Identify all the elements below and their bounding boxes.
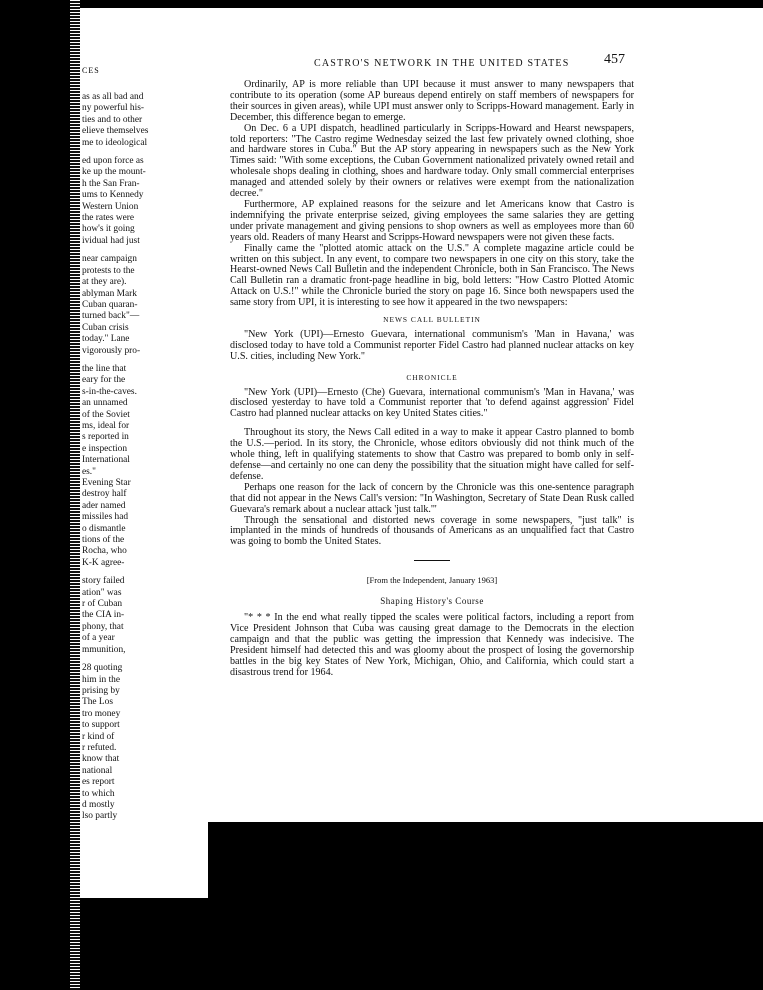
left-text-line: elieve themselves <box>82 126 149 137</box>
left-text-line: s-in-the-caves. <box>82 386 137 397</box>
line-gap <box>82 569 206 576</box>
left-text-line: the CIA in- <box>82 610 125 621</box>
left-text-line: es report <box>82 777 115 788</box>
left-text-line: Evening Star <box>82 478 131 488</box>
line-gap <box>82 149 206 156</box>
left-text-line: how's it going <box>82 224 135 235</box>
left-text-line: ke up the mount- <box>82 167 146 178</box>
left-text-line: ablyman Mark <box>82 288 137 299</box>
source-line: [From the Independent, January 1963] <box>366 575 498 586</box>
left-text-line: destroy half <box>82 489 127 500</box>
left-text-line: r of Cuban <box>82 599 123 610</box>
left-text-line: to which <box>82 788 115 799</box>
left-text-line: o dismantle <box>82 523 126 534</box>
left-text-line: turned back"— <box>82 311 140 322</box>
left-text-line: to support <box>82 720 120 731</box>
paragraph: Perhaps one reason for the lack of concern by the Chronicle was this one-sentence paragraph that did not appear in the News Call's version: "In Washington, Secretary of State Dean Rusk called Guevara's remark about a nuclear attack 'just talk.'" <box>230 481 634 515</box>
left-text-line: prising by <box>82 685 120 696</box>
left-text-line: K-K agree- <box>82 557 125 568</box>
left-text-line: ation" was <box>82 587 122 598</box>
right-page <box>204 8 699 822</box>
left-text-line: national <box>82 765 113 776</box>
subhead-news-call-bulletin: NEWS CALL BULLETIN <box>383 315 481 325</box>
left-text-line: ividual had just <box>82 235 140 246</box>
left-text-line: ny powerful his- <box>82 103 144 114</box>
line-gap <box>82 357 206 364</box>
left-text-line: missiles had <box>82 512 129 523</box>
paragraph: Through the sensational and distorted news coverage in some newspapers, "just talk" is implanted in the minds of hundreds of thousands of Americans as an unqualified fact that Castro was going to bomb the United States. <box>230 514 634 548</box>
line-gap <box>82 247 206 254</box>
left-text-line: ader named <box>82 500 126 511</box>
left-text-line: Rocha, who <box>82 546 127 557</box>
left-text-line: near campaign <box>82 254 137 265</box>
paragraph: On Dec. 6 a UPI dispatch, headlined particularly in Scripps-Howard and Hearst newspapers, told reporters: "The Castro regime Wednesday seized the last few privately owned clothing, shoe and hardware stores in Cuba." But the AP story appearing in newspapers such as the New York Times said: "With some exceptions, the Cuban Government nationalized privately owned retail and wholesale shops dealing in clothing, shoes and hardware today. Only small commercial enterprises managed and attended solely by their owners or relatives were exempt from the nationalization decree." <box>230 122 634 200</box>
left-text-line: know that <box>82 754 120 765</box>
left-text-line: protests to the <box>82 265 135 276</box>
book-gutter <box>70 0 80 990</box>
left-text-line: s reported in <box>82 432 129 443</box>
line-gap <box>82 656 206 663</box>
left-text-line: vigorously pro- <box>82 345 141 356</box>
left-text-line: r kind of <box>82 731 115 742</box>
left-text-line: ums to Kennedy <box>82 190 144 201</box>
left-text-line: ties and to other <box>82 114 143 125</box>
left-text-line: the rates were <box>82 213 135 224</box>
left-text-line: tions of the <box>82 535 125 546</box>
left-text-line: 28 quoting <box>82 663 123 674</box>
page-body <box>230 80 634 679</box>
left-text-line: ms, ideal for <box>82 420 130 431</box>
left-text-line: r refuted. <box>82 742 117 753</box>
paragraph: Ordinarily, AP is more reliable than UPI because it must answer to many newspapers that contribute to its operation (some AP bureaus depend entirely on staff members of newspapers for their sources in given areas), while UPI must answer only to Scripps-Howard management. Early in December, this difference began to emerge. <box>230 79 634 123</box>
section-title: Shaping History's Course <box>380 596 484 607</box>
left-text-line: mmunition, <box>82 644 126 655</box>
left-text-line: The Los <box>82 697 113 708</box>
running-head: CASTRO'S NETWORK IN THE UNITED STATES <box>314 58 570 69</box>
left-text-line: lso partly <box>82 811 118 822</box>
left-page-text <box>82 92 206 823</box>
left-text-line: Cuban quaran- <box>82 299 138 310</box>
left-text-line: eary for the <box>82 375 126 386</box>
left-text-line: story failed <box>82 576 125 587</box>
left-text-line: d mostly <box>82 799 115 810</box>
left-text-line: Cuban crisis <box>82 322 129 333</box>
paragraph: Furthermore, AP explained reasons for the seizure and let Americans know that Castro is indemnifying the private enterprise seized, giving employees the same salaries they are getting under private management and giving pensions to shop owners as well as employees more than 60 years old. Readers of many Hearst and Scripps-Howard newspapers were not given these facts. <box>230 198 634 243</box>
left-text-line: e inspection <box>82 443 128 454</box>
page-margin <box>699 8 763 822</box>
left-text-line: h the San Fran- <box>82 178 140 189</box>
left-text-line: Western Union <box>82 201 139 212</box>
left-text-line: him in the <box>82 674 121 685</box>
quote-chronicle: "New York (UPI)—Ernesto (Che) Guevara, international communism's 'Man in Havana,' was disclosed yesterday to have told a Communist reporter that 'to defend against aggression' Fidel Castro had planned nuclear attacks on key United States cities." <box>230 386 634 420</box>
left-text-line: at they are). <box>82 277 127 288</box>
left-text-line: of the Soviet <box>82 409 130 420</box>
left-text-line: an unnamed <box>82 398 128 409</box>
left-page <box>80 8 208 898</box>
page-number: 457 <box>604 52 625 67</box>
left-text-line: of a year <box>82 633 115 644</box>
paragraph: Throughout its story, the News Call edited in a way to make it appear Castro planned to bomb the U.S.—period. In its story, the Chronicle, whose editors obviously did not think much of the whole thing, left in qualifying statements to show that Castro was prepared to bomb only in self-defense—and certainly no one can deny the possibility that the situation might have called for self-defense. <box>230 427 634 482</box>
left-text-line: ed upon force as <box>82 156 144 167</box>
left-text-line: International <box>82 455 130 466</box>
left-text-line: tro money <box>82 708 121 719</box>
quote-news-call: "New York (UPI)—Ernesto Guevara, international communism's 'Man in Havana,' was disclosed today to have told a Communist reporter Fidel Castro had planned nuclear attacks on key U.S. cities, including New York." <box>230 328 634 362</box>
paragraph: Finally came the "plotted atomic attack on the U.S." A complete magazine article could be written on this subject. In any event, to compare two newspapers in one city on this story, take the Hearst-owned News Call Bulletin and the independent Chronicle, both in San Francisco. The News Call Bulletin ran a dramatic front-page headline in big, bold letters: "How Castro Plotted Atomic Attack on U.S.!" while the Chronicle buried the story on page 16. Since both newspapers used the same story from UPI, it is interesting to see how it appeared in the two newspapers: <box>230 242 634 309</box>
left-text-line: es." <box>82 466 96 477</box>
left-text-line: me to ideological <box>82 137 148 148</box>
left-text-line: today." Lane <box>82 334 130 345</box>
subhead-chronicle: CHRONICLE <box>406 372 458 382</box>
final-paragraph: "* * * In the end what really tipped the scales were political factors, including a report from Vice President Johnson that Cuba was causing great damage to the Democrats in the election campaign and that the public was getting the impression that Kennedy was indecisive. The President himself had detected this and was gloomy about the prospect of losing the governorship battles in the big key States of New York, Michigan, Ohio, and California, which could start a disastrous trend for 1964. <box>230 612 634 678</box>
left-text-line: as as all bad and <box>82 92 144 102</box>
left-text-line: phony, that <box>82 621 124 632</box>
section-divider <box>414 560 450 561</box>
left-text-line: the line that <box>82 363 127 374</box>
left-running-head: CES <box>82 66 100 75</box>
